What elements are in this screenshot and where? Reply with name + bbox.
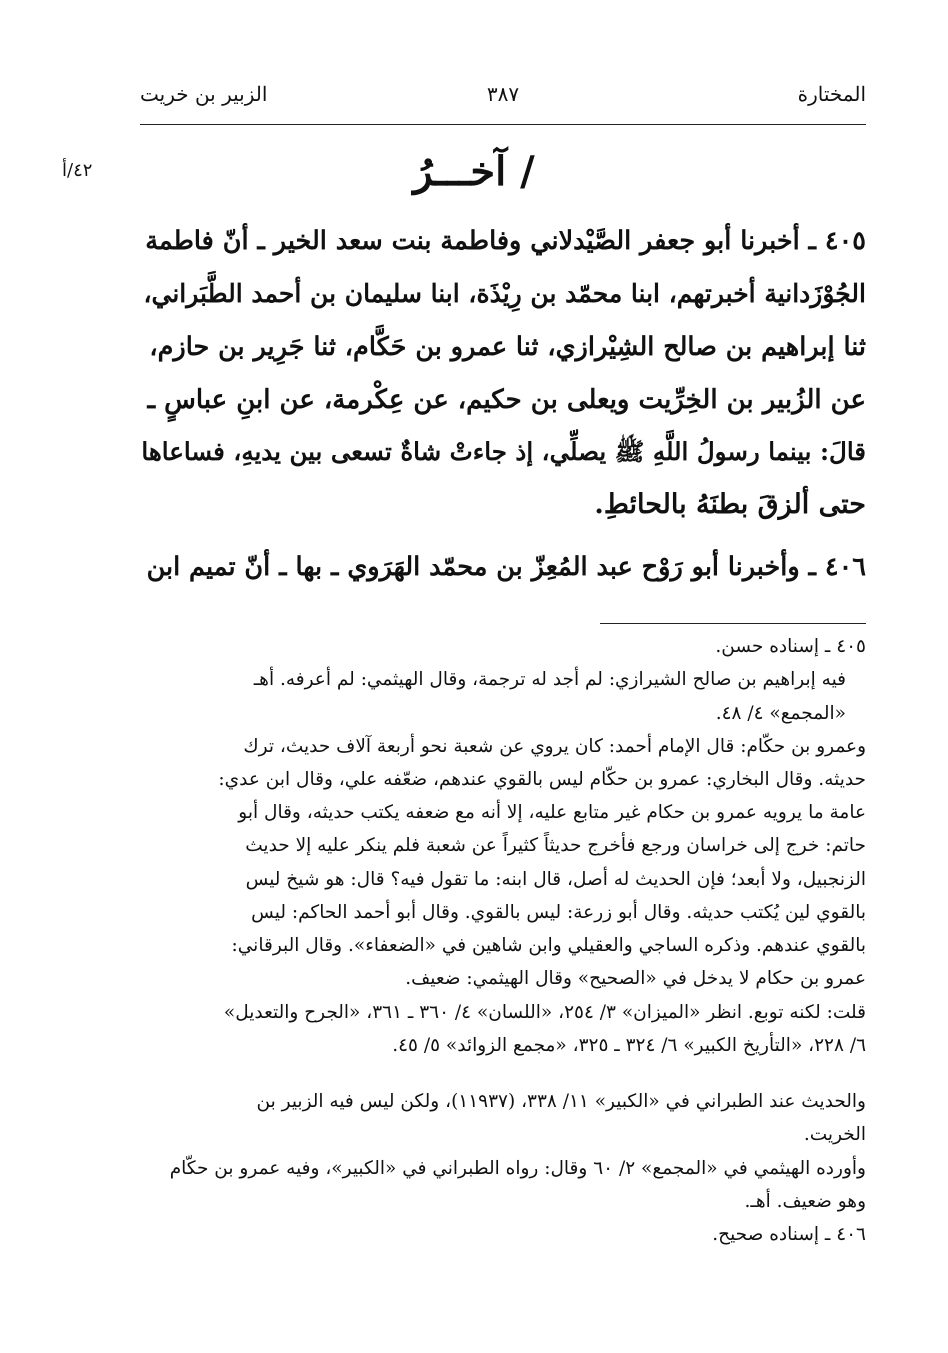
main-text xyxy=(140,226,866,606)
main-line: قالَ: بينما رسولُ اللَّهِ ﷺ يصلِّي، إذ جاءتْ شاةٌ تسعى بين يديهِ، فساعاها xyxy=(141,437,866,466)
main-line: حتى ألزقَ بطنَهُ بالحائطِ. xyxy=(594,489,866,520)
book-title: المختارة xyxy=(797,82,866,106)
footnote-line: حديثه. وقال البخاري: عمرو بن حكّام ليس بالقوي عندهم، ضعّفه علي، وقال ابن عدي: xyxy=(218,769,866,790)
main-line: عن الزُبير بن الخِرِّيت ويعلى بن حكيم، عن عِكْرمة، عن ابنِ عباسٍ ـ xyxy=(147,385,866,415)
footnote-line: عمرو بن حكام لا يدخل في «الصحيح» وقال الهيثمي: ضعيف. xyxy=(405,968,866,989)
footnote-line: حاتم: خرج إلى خراسان ورجع فأخرج حديثاً كثيراً عن شعبة فلم ينكر عليه إلا حديث xyxy=(245,835,866,856)
footnote-divider xyxy=(600,623,866,624)
main-line: ٤٠٦ ـ وأخبرنا أبو رَوْح عبد المُعِزّ بن محمّد الهَرَوي ـ بها ـ أنّ تميم ابن xyxy=(146,552,866,582)
main-line: ٤٠٥ ـ أخبرنا أبو جعفر الصَّيْدلاني وفاطمة بنت سعد الخير ـ أنّ فاطمة xyxy=(145,226,866,256)
section-heading: / آخـــرُ xyxy=(413,148,535,195)
footnote-line: والحديث عند الطبراني في «الكبير» ١١/ ٣٣٨، (١١٩٣٧)، ولكن ليس فيه الزبير بن xyxy=(256,1091,866,1112)
footnotes xyxy=(140,636,866,1266)
chapter-title: الزبير بن خريت xyxy=(140,82,268,106)
header-divider xyxy=(140,124,866,125)
footnote-line: ٤٠٦ ـ إسناده صحيح. xyxy=(712,1224,866,1245)
footnote-line: وعمرو بن حكّام: قال الإمام أحمد: كان يروي عن شعبة نحو أربعة آلاف حديث، ترك xyxy=(243,736,866,757)
footnote-line: «المجمع» ٤/ ٤٨. xyxy=(715,703,846,724)
page-number: ٣٨٧ xyxy=(486,82,520,106)
footnote-line: ٤٠٥ ـ إسناده حسن. xyxy=(715,636,866,657)
footnote-line: عامة ما يرويه عمرو بن حكام غير متابع عليه، إلا أنه مع ضعفه يكتب حديثه، وقال أبو xyxy=(238,802,866,823)
main-line: الجُوْزَدانية أخبرتهم، ابنا محمّد بن رِيْذَة، ابنا سليمان بن أحمد الطَّبَراني، xyxy=(143,279,866,308)
footnote-line: وأورده الهيثمي في «المجمع» ٢/ ٦٠ وقال: رواه الطبراني في «الكبير»، وفيه عمرو بن حكّام xyxy=(169,1158,866,1179)
footnote-line: بالقوي لين يُكتب حديثه. وقال أبو زرعة: ليس بالقوي. وقال أبو أحمد الحاكم: ليس xyxy=(251,902,866,923)
footnote-line: الخريت. xyxy=(803,1124,866,1145)
page-header xyxy=(140,82,866,116)
footnote-line: قلت: لكنه توبع. انظر «الميزان» ٣/ ٢٥٤، «اللسان» ٤/ ٣٦٠ ـ ٣٦١، «الجرح والتعديل» xyxy=(223,1002,866,1023)
main-line: ثنا إبراهيم بن صالح الشِيْرازي، ثنا عمرو بن حَكَّام، ثنا جَرِير بن حازم، xyxy=(149,332,866,362)
footnote-line: بالقوي عندهم. وذكره الساجي والعقيلي وابن شاهين في «الضعفاء». وقال البرقاني: xyxy=(231,935,866,956)
footnote-line: وهو ضعيف. أهـ. xyxy=(744,1191,866,1212)
footnote-line: ٦/ ٢٢٨، «التأريخ الكبير» ٦/ ٣٢٤ ـ ٣٢٥، «مجمع الزوائد» ٥/ ٤٥. xyxy=(392,1035,866,1056)
manuscript-folio-note: ٤٢/أ xyxy=(62,160,93,181)
footnote-line: فيه إبراهيم بن صالح الشيرازي: لم أجد له ترجمة، وقال الهيثمي: لم أعرفه. أهـ xyxy=(253,669,846,690)
footnote-line: الزنجبيل، ولا أبعد؛ فإن الحديث له أصل، قال ابنه: ما تقول فيه؟ قال: هو شيخ ليس xyxy=(245,869,866,890)
